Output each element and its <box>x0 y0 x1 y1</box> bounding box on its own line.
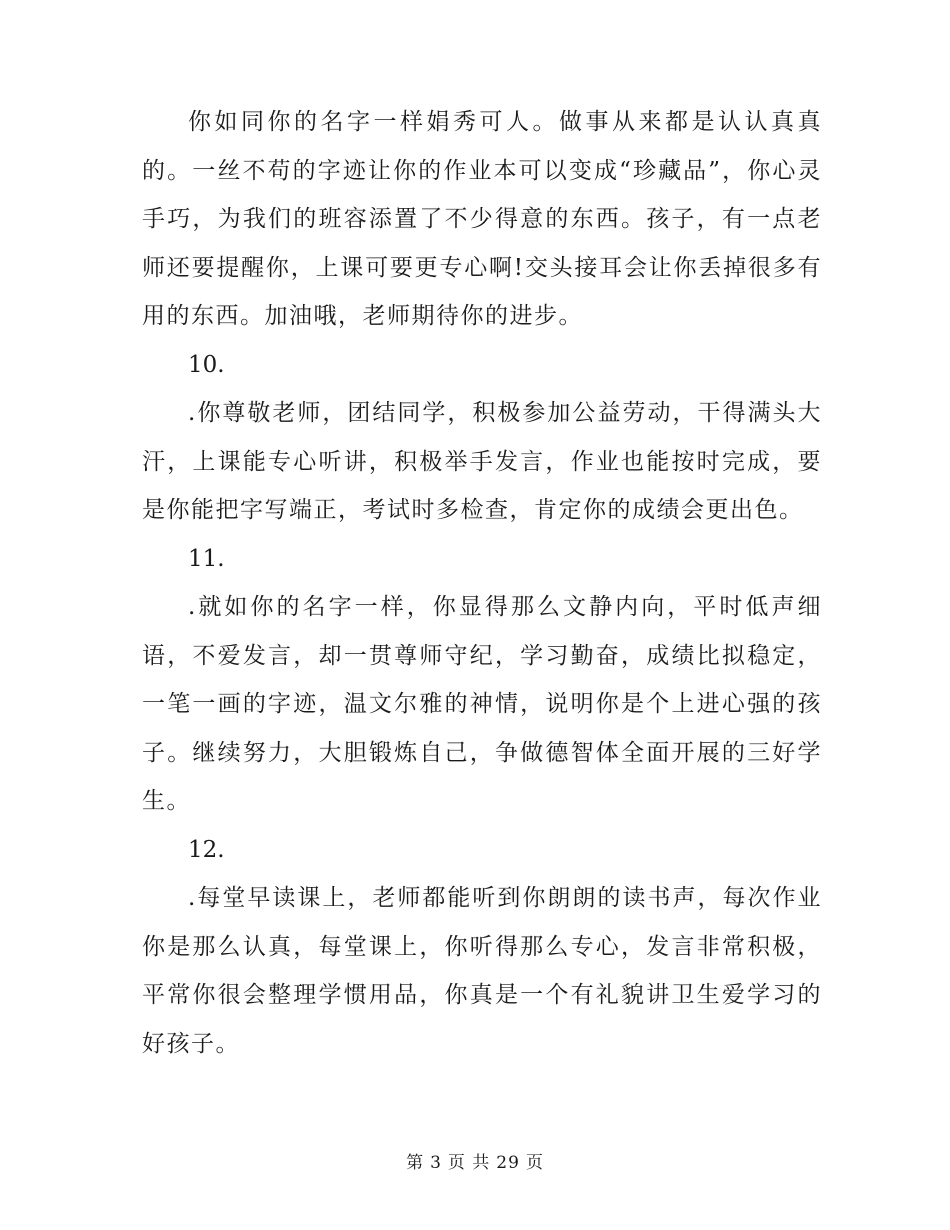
page-footer <box>0 1148 950 1173</box>
item-number: 12. <box>188 836 225 863</box>
document-body <box>142 98 822 1068</box>
item-number: 10. <box>188 351 225 378</box>
footer-total-pages: 29 <box>496 1153 520 1173</box>
footer-prefix: 第 <box>406 1153 425 1173</box>
paragraph-comment-12: .每堂早读课上，老师都能听到你朗朗的读书声，每次作业你是那么认真，每堂课上，你听得那么专心，发言非常积极，平常你很会整理学惯用品，你真是一个有礼貌讲卫生爱学习的好孩子。 <box>142 885 822 1057</box>
footer-middle: 页 共 <box>447 1153 491 1173</box>
item-number: 11. <box>188 545 225 572</box>
footer-page-number: 3 <box>430 1153 442 1173</box>
paragraph-comment-11: .就如你的名字一样，你显得那么文静内向，平时低声细语，不爱发言，却一贯尊师守纪，学习勤奋，成绩比拟稳定，一笔一画的字迹，温文尔雅的神情，说明你是个上进心强的孩子。继续努力，大胆锻炼自己，争做德智体全面开展的三好学生。 <box>142 594 822 814</box>
footer-suffix: 页 <box>525 1153 544 1173</box>
paragraph-comment: 你如同你的名字一样娟秀可人。做事从来都是认认真真的。一丝不苟的字迹让你的作业本可以变成“珍藏品”，你心灵手巧，为我们的班容添置了不少得意的东西。孩子，有一点老师还要提醒你，上课可要更专心啊!交头接耳会让你丢掉很多有用的东西。加油哦，老师期待你的进步。 <box>142 109 822 329</box>
paragraph-comment-10: .你尊敬老师，团结同学，积极参加公益劳动，干得满头大汗，上课能专心听讲，积极举手发言，作业也能按时完成，要是你能把字写端正，考试时多检查，肯定你的成绩会更出色。 <box>142 400 822 523</box>
